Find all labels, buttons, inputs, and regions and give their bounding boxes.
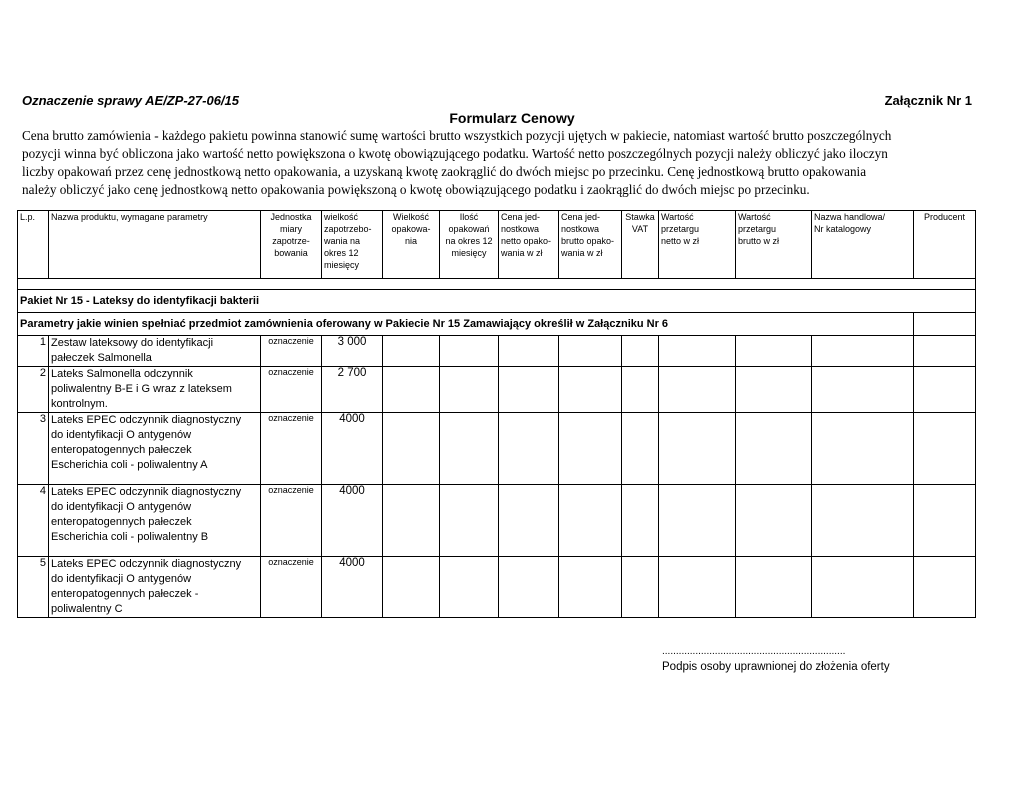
header-pack-count: Ilość opakowań na okres 12 miesięcy	[440, 211, 499, 279]
empty-input-cell[interactable]	[383, 336, 440, 367]
empty-input-cell[interactable]	[914, 557, 976, 618]
empty-input-cell[interactable]	[559, 485, 622, 557]
empty-input-cell[interactable]	[383, 485, 440, 557]
empty-input-cell[interactable]	[622, 336, 659, 367]
empty-input-cell[interactable]	[659, 367, 736, 413]
empty-input-cell[interactable]	[736, 336, 812, 367]
row-product-name	[49, 336, 261, 367]
price-form-table	[17, 210, 976, 618]
header-pack-size: Wielkość opakowa- nia	[383, 211, 440, 279]
empty-input-cell[interactable]	[914, 336, 976, 367]
product-name-line: Zestaw lateksowy do identyfikacji	[51, 337, 214, 349]
empty-input-cell[interactable]	[812, 413, 914, 485]
table-row	[18, 367, 976, 413]
empty-input-cell[interactable]	[659, 485, 736, 557]
header-trade-name: Nazwa handlowa/ Nr katalogowy	[812, 211, 914, 279]
intro-line: liczby opakowań przez cenę jednostkową netto opakowania, a uzyskaną kwotę zaokrąglić do dwóch miejsc po przecinku. Cenę jednostkową brutto opakowania	[22, 164, 867, 179]
product-name-line: enteropatogennych pałeczek	[51, 516, 192, 528]
empty-input-cell[interactable]	[440, 336, 499, 367]
product-name-line: Lateks EPEC odczynnik diagnostyczny	[51, 414, 242, 426]
row-lp: 2	[18, 367, 49, 413]
product-name-line: Escherichia coli - poliwalentny A	[51, 459, 208, 471]
requirements-text: Parametry jakie winien spełniać przedmiot zamównienia oferowany w Pakiecie Nr 15 Zamawiający określił w Załączniku Nr 6	[18, 313, 914, 336]
empty-input-cell[interactable]	[736, 367, 812, 413]
empty-input-cell[interactable]	[559, 336, 622, 367]
row-product-name	[49, 413, 261, 485]
intro-paragraph	[22, 127, 982, 199]
row-product-name	[49, 557, 261, 618]
row-demand: 3 000	[322, 336, 383, 367]
empty-input-cell[interactable]	[440, 485, 499, 557]
empty-input-cell[interactable]	[659, 336, 736, 367]
intro-line: Cena brutto zamówienia - każdego pakietu powinna stanowić sumę wartości brutto wszystkich pozycji ujętych w pakiecie, natomiast wartość brutto poszczególnych	[22, 128, 892, 143]
empty-input-cell[interactable]	[736, 485, 812, 557]
empty-input-cell[interactable]	[559, 413, 622, 485]
header-producer: Producent	[914, 211, 976, 279]
empty-input-cell[interactable]	[622, 413, 659, 485]
row-demand: 4000	[322, 485, 383, 557]
header-lp: L.p.	[18, 211, 49, 279]
empty-input-cell[interactable]	[383, 413, 440, 485]
product-name-line: enteropatogennych pałeczek -	[51, 588, 199, 600]
empty-input-cell[interactable]	[914, 367, 976, 413]
empty-input-cell[interactable]	[736, 557, 812, 618]
empty-input-cell[interactable]	[736, 413, 812, 485]
header-row	[18, 211, 976, 279]
empty-input-cell[interactable]	[559, 557, 622, 618]
signature-label: Podpis osoby uprawnionej do złożenia oferty	[662, 661, 890, 673]
row-lp: 1	[18, 336, 49, 367]
header-vat: Stawka VAT	[622, 211, 659, 279]
signature-line: ..................................................................	[662, 646, 846, 657]
table-row	[18, 336, 976, 367]
header-gross-value: Wartość przetargu brutto w zł	[736, 211, 812, 279]
empty-input-cell[interactable]	[499, 557, 559, 618]
row-lp: 3	[18, 413, 49, 485]
header-unit-gross-price: Cena jed- nostkowa brutto opako- wania w zł	[559, 211, 622, 279]
requirements-row	[18, 313, 976, 336]
product-name-line: Escherichia coli - poliwalentny B	[51, 531, 209, 543]
empty-input-cell[interactable]	[914, 413, 976, 485]
header-net-value: Wartość przetargu netto w zł	[659, 211, 736, 279]
product-name-line: do identyfikacji O antygenów	[51, 501, 192, 513]
row-product-name	[49, 367, 261, 413]
table-row	[18, 485, 976, 557]
package-title: Pakiet Nr 15 - Lateksy do identyfikacji bakterii	[18, 290, 976, 313]
product-name-line: enteropatogennych pałeczek	[51, 444, 192, 456]
empty-input-cell[interactable]	[812, 485, 914, 557]
row-demand: 4000	[322, 413, 383, 485]
empty-input-cell[interactable]	[499, 485, 559, 557]
empty-input-cell[interactable]	[499, 336, 559, 367]
row-unit: oznaczenie	[261, 413, 322, 485]
empty-input-cell[interactable]	[622, 557, 659, 618]
product-name-line: Lateks Salmonella odczynnik	[51, 368, 193, 380]
row-product-name	[49, 485, 261, 557]
product-name-line: poliwalentny B-E i G wraz z lateksem	[51, 383, 232, 395]
table-row	[18, 413, 976, 485]
row-demand: 2 700	[322, 367, 383, 413]
row-lp: 4	[18, 485, 49, 557]
package-title-row	[18, 290, 976, 313]
table-row	[18, 557, 976, 618]
product-name-line: pałeczek Salmonella	[51, 352, 152, 364]
empty-input-cell[interactable]	[440, 413, 499, 485]
empty-input-cell[interactable]	[440, 367, 499, 413]
empty-input-cell[interactable]	[812, 336, 914, 367]
intro-line: należy obliczyć jako cenę jednostkową netto opakowania powiększoną o kwotę obowiązującego podatku i zaokrąglić do dwóch miejsc po przecinku.	[22, 182, 810, 197]
empty-input-cell[interactable]	[622, 367, 659, 413]
product-name-line: do identyfikacji O antygenów	[51, 573, 192, 585]
empty-input-cell[interactable]	[659, 413, 736, 485]
intro-line: pozycji winna być obliczona jako wartość netto powiększona o kwotę obowiązującego podatku. Wartość netto poszczególnych pozycji należy obliczyć jako iloczyn	[22, 146, 888, 161]
empty-input-cell[interactable]	[914, 485, 976, 557]
product-name-line: poliwalentny C	[51, 603, 123, 615]
case-number: Oznaczenie sprawy AE/ZP-27-06/15	[22, 93, 240, 108]
product-name-line: Lateks EPEC odczynnik diagnostyczny	[51, 558, 242, 570]
empty-input-cell[interactable]	[812, 367, 914, 413]
row-unit: oznaczenie	[261, 485, 322, 557]
header-name: Nazwa produktu, wymagane parametry	[49, 211, 261, 279]
row-unit: oznaczenie	[261, 367, 322, 413]
product-name-line: do identyfikacji O antygenów	[51, 429, 192, 441]
header-unit: Jednostka miary zapotrze- bowania	[261, 211, 322, 279]
form-title: Formularz Cenowy	[449, 110, 575, 126]
empty-input-cell[interactable]	[440, 557, 499, 618]
row-lp: 5	[18, 557, 49, 618]
header-demand: wielkość zapotrzebo- wania na okres 12 miesięcy	[322, 211, 383, 279]
empty-input-cell[interactable]	[559, 367, 622, 413]
empty-input-cell[interactable]	[659, 557, 736, 618]
product-name-line: kontrolnym.	[51, 398, 108, 410]
row-unit: oznaczenie	[261, 336, 322, 367]
empty-input-cell[interactable]	[622, 485, 659, 557]
spacer-row	[18, 279, 976, 290]
row-demand: 4000	[322, 557, 383, 618]
header-unit-net-price: Cena jed- nostkowa netto opako- wania w zł	[499, 211, 559, 279]
empty-input-cell[interactable]	[812, 557, 914, 618]
empty-input-cell[interactable]	[383, 557, 440, 618]
row-unit: oznaczenie	[261, 557, 322, 618]
empty-input-cell[interactable]	[499, 413, 559, 485]
product-name-line: Lateks EPEC odczynnik diagnostyczny	[51, 486, 242, 498]
empty-input-cell[interactable]	[499, 367, 559, 413]
empty-input-cell[interactable]	[383, 367, 440, 413]
annex-label: Załącznik Nr 1	[884, 93, 972, 108]
